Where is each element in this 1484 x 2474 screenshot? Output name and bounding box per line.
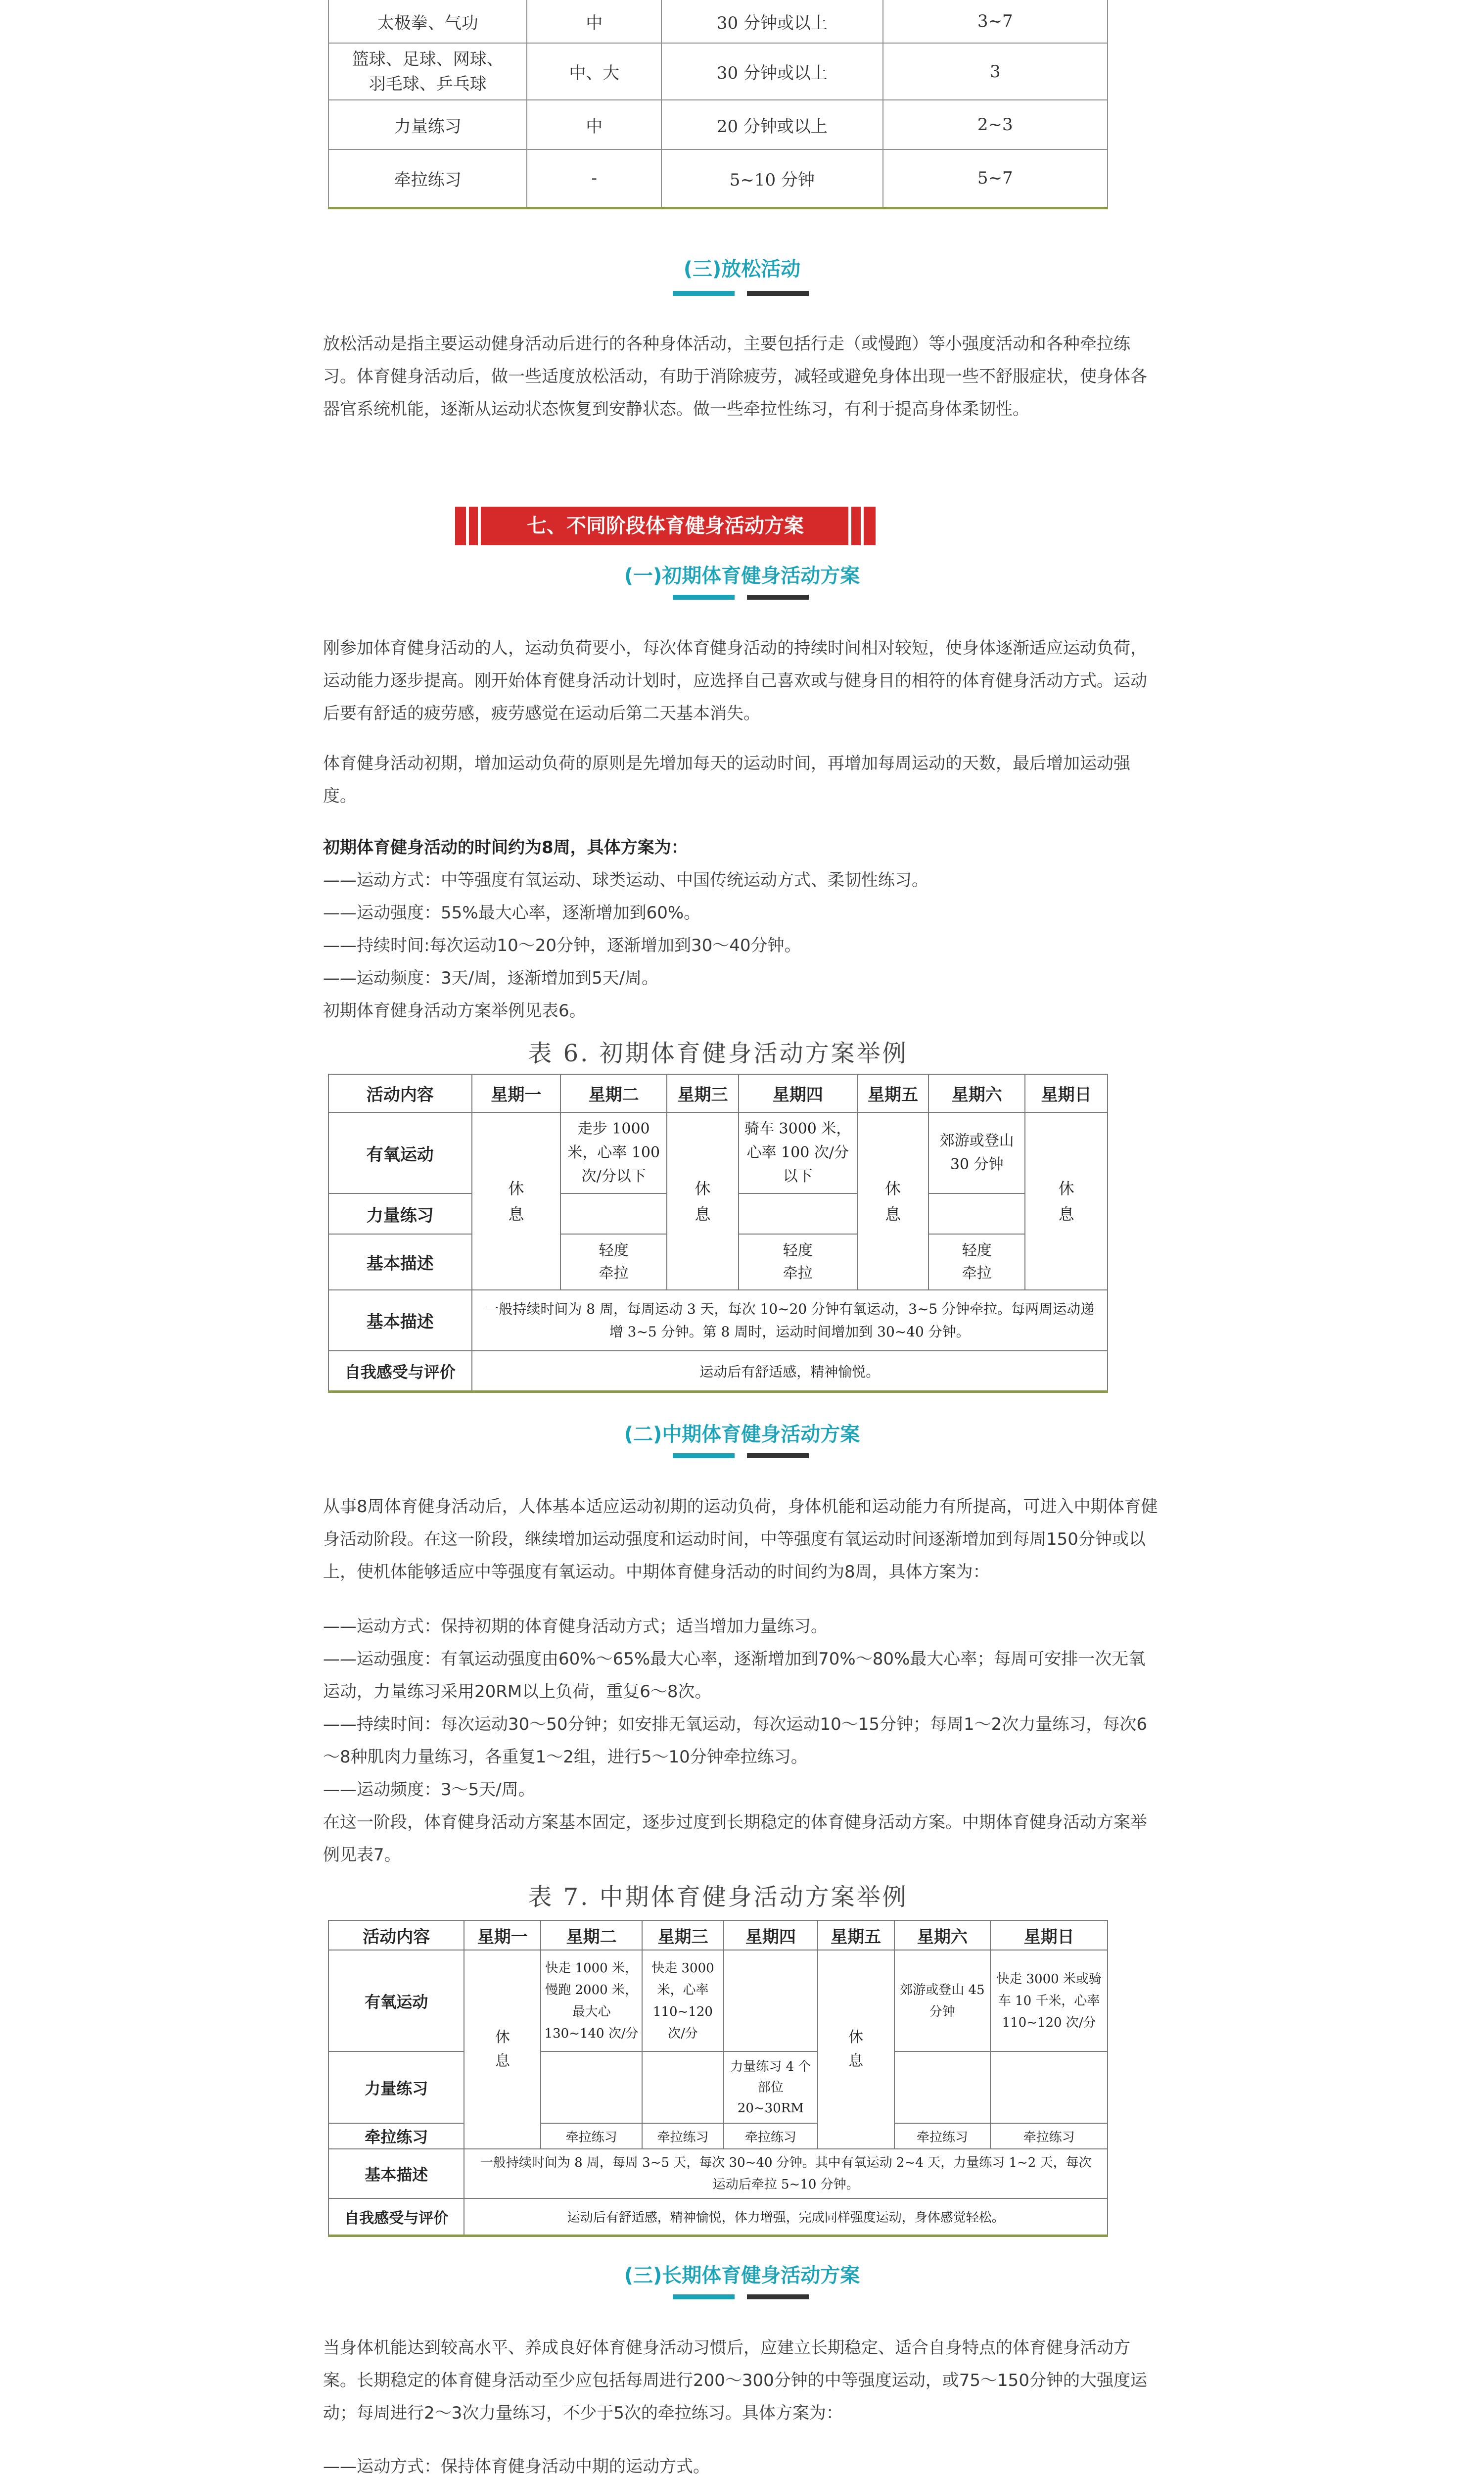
feeling-cell: 运动后有舒适感，精神愉悦。 [472, 1351, 1108, 1391]
table-row [328, 100, 1108, 149]
table-header: 星期五 [857, 1074, 929, 1112]
list-item: ——运动频度：3天/周，逐渐增加到5天/周。 [323, 968, 659, 988]
table-header-row [328, 1074, 1108, 1112]
rest-label: 休息 [1058, 1179, 1074, 1224]
table-cell: 力量练习 4 个部位 20~30RM [724, 2051, 818, 2123]
table-row [328, 1351, 1108, 1391]
section-title-long: (三)长期体育健身活动方案 [624, 2264, 860, 2287]
rest-label: 休息 [848, 2029, 864, 2070]
paragraph-bold: 初期体育健身活动的时间约为8周，具体方案为： [323, 838, 688, 857]
list-item: ——运动强度：55%最大心率，逐渐增加到60%。 [323, 903, 701, 923]
table-cell: 篮球、足球、网球、 羽毛球、乒乓球 [328, 43, 527, 100]
chapter-banner [455, 507, 876, 545]
table-cell: 3 [883, 43, 1108, 100]
list-item: ——运动方式：保持初期的体育健身活动方式；适当增加力量练习。 [323, 1617, 828, 1636]
title-underline-dark [747, 2294, 809, 2299]
table-header: 星期二 [560, 1074, 667, 1112]
section-title-initial: (一)初期体育健身活动方案 [624, 565, 860, 587]
row-label: 基本描述 [328, 1290, 472, 1351]
table-cell [560, 1234, 667, 1290]
paragraph: 从事8周体育健身活动后，人体基本适应运动初期的运动负荷，身体机能和运动能力有所提高，可进入中期体育健身活动阶段。在这一阶段，继续增加运动强度和运动时间，中等强度有氧运动时间逐渐增加到每周150分钟或以上，使机体能够适应中等强度有氧运动。中期体育健身活动的时间约为8周，具体方案为： [323, 1497, 1158, 1582]
paragraph: 体育健身活动初期，增加运动负荷的原则是先增加每天的运动时间，再增加每周运动的天数，最后增加运动强度。 [323, 754, 1130, 806]
paragraph: 刚参加体育健身活动的人，运动负荷要小，每次体育健身活动的持续时间相对较短，使身体逐渐适应运动负荷，运动能力逐步提高。刚开始体育健身活动计划时，应选择自己喜欢或与健身目的相符的体育健身活动方式。运动后要有舒适的疲劳感，疲劳感觉在运动后第二天基本消失。 [323, 638, 1147, 723]
table-row [328, 1112, 1108, 1193]
table-cell [642, 2051, 724, 2123]
title-underline-accent [673, 1453, 735, 1458]
table-cell [541, 2051, 642, 2123]
table-cell: 快走 1000 米，慢跑 2000 米，最大心 130~140 次/分 [541, 1950, 642, 2051]
rest-label: 休息 [695, 1179, 711, 1224]
list-item: ——持续时间：每次运动30～50分钟；如安排无氧运动，每次运动10～15分钟；每周1～2次力量练习，每次6～8种肌肉力量练习，各重复1～2组，进行5～10分钟牵拉练习。 [323, 1714, 1147, 1767]
table-header: 星期六 [928, 1074, 1025, 1112]
rest-cell [818, 1950, 894, 2149]
row-label: 牵拉练习 [328, 2123, 464, 2149]
table-cell: 2~3 [883, 100, 1108, 149]
row-label: 基本描述 [328, 1234, 472, 1290]
table-row [328, 1950, 1108, 2051]
stretch-label: 轻度牵拉 [783, 1241, 813, 1282]
table-cell: - [527, 149, 661, 208]
table-cell [560, 1193, 667, 1234]
banner-title: 七、不同阶段体育健身活动方案 [527, 515, 804, 537]
table-caption: 表 7. 中期体育健身活动方案举例 [528, 1883, 908, 1911]
table-cell: 牵拉练习 [541, 2123, 642, 2149]
list-item: 初期体育健身活动方案举例见表6。 [323, 1001, 586, 1021]
list-item: ——运动方式：中等强度有氧运动、球类运动、中国传统运动方式、柔韧性练习。 [323, 870, 928, 890]
table-cell: 3~7 [883, 0, 1108, 43]
table-cell: 走步 1000 米，心率 100 次/分以下 [560, 1112, 667, 1193]
rest-cell [1025, 1112, 1108, 1290]
row-label: 自我感受与评价 [328, 1351, 472, 1391]
table-row [328, 0, 1108, 43]
section-title-relax: (三)放松活动 [683, 258, 801, 281]
title-underline-accent [673, 291, 735, 296]
table-cell [990, 2051, 1108, 2123]
table-header: 星期五 [818, 1920, 894, 1950]
rest-cell [667, 1112, 739, 1290]
table-caption: 表 6. 初期体育健身活动方案举例 [528, 1040, 908, 1067]
table-cell: 快走 3000 米，心率 110~120 次/分 [642, 1950, 724, 2051]
table-cell: 牵拉练习 [990, 2123, 1108, 2149]
table-header: 活动内容 [328, 1920, 464, 1950]
table-6 [328, 1074, 1108, 1393]
table-row [328, 2149, 1108, 2198]
table-cell: 郊游或登山 30 分钟 [928, 1112, 1025, 1193]
rest-label: 休息 [508, 1179, 524, 1224]
table-row [328, 149, 1108, 208]
title-underline-dark [747, 595, 809, 600]
table-row [328, 1290, 1108, 1351]
table-header: 活动内容 [328, 1074, 472, 1112]
list-item: ——运动强度：有氧运动强度由60%～65%最大心率，逐渐增加到70%～80%最大心率；每周可安排一次无氧运动，力量练习采用20RM以上负荷，重复6～8次。 [323, 1649, 1146, 1702]
table-header: 星期三 [642, 1920, 724, 1950]
list-item: ——运动方式：保持体育健身活动中期的运动方式。 [323, 2457, 710, 2474]
table-cell: 5~10 分钟 [661, 149, 882, 208]
table-cell: 牵拉练习 [642, 2123, 724, 2149]
list-item: ——持续时间:每次运动10～20分钟，逐渐增加到30～40分钟。 [323, 936, 801, 955]
table-cell: 力量练习 [328, 100, 527, 149]
section-title-mid: (二)中期体育健身活动方案 [624, 1423, 860, 1446]
paragraph: 放松活动是指主要运动健身活动后进行的各种身体活动，主要包括行走（或慢跑）等小强度活动和各种牵拉练习。体育健身活动后，做一些适度放松活动，有助于消除疲劳，减轻或避免身体出现一些不舒服症状，使身体各器官系统机能，逐渐从运动状态恢复到安静状态。做一些牵拉性练习，有利于提高身体柔韧性。 [323, 334, 1147, 419]
row-label: 基本描述 [328, 2149, 464, 2198]
table-header: 星期四 [724, 1920, 818, 1950]
table-row [328, 2123, 1108, 2149]
table-cell: 郊游或登山 45 分钟 [894, 1950, 991, 2051]
table-row [328, 2051, 1108, 2123]
table-cell [739, 1193, 857, 1234]
stretch-label: 轻度牵拉 [962, 1241, 992, 1282]
title-underline-accent [673, 595, 735, 600]
table-cell: 太极拳、气功 [328, 0, 527, 43]
row-label: 力量练习 [328, 2051, 464, 2123]
rest-cell [857, 1112, 929, 1290]
title-underline-dark [747, 291, 809, 296]
description-cell: 一般持续时间为 8 周，每周 3~5 天，每次 30~40 分钟。其中有氧运动 2~4 天，力量练习 1~2 天，每次运动后牵拉 5~10 分钟。 [464, 2149, 1108, 2198]
table-cell: 5~7 [883, 149, 1108, 208]
row-label: 有氧运动 [328, 1950, 464, 2051]
table-header-row [328, 1920, 1108, 1950]
row-label: 力量练习 [328, 1193, 472, 1234]
table-header: 星期三 [667, 1074, 739, 1112]
row-label: 有氧运动 [328, 1112, 472, 1193]
description-cell: 一般持续时间为 8 周，每周运动 3 天，每次 10~20 分钟有氧运动，3~5 分钟牵拉。每两周运动递增 3~5 分钟。第 8 周时，运动时间增加到 30~40 分钟。 [472, 1290, 1108, 1351]
table-cell: 30 分钟或以上 [661, 43, 882, 100]
table-row [328, 2198, 1108, 2236]
table-cell [724, 1950, 818, 2051]
paragraph: 当身体机能达到较高水平、养成良好体育健身活动习惯后，应建立长期稳定、适合自身特点的体育健身活动方案。长期稳定的体育健身活动至少应包括每周进行200～300分钟的中等强度运动，或75～150分钟的大强度运动；每周进行2～3次力量练习，不少于5次的牵拉练习。具体方案为： [323, 2338, 1147, 2423]
table-cell: 20 分钟或以上 [661, 100, 882, 149]
paragraph: 在这一阶段，体育健身活动方案基本固定，逐步过度到长期稳定的体育健身活动方案。中期体育健身活动方案举例见表7。 [323, 1812, 1147, 1865]
table-header: 星期六 [894, 1920, 991, 1950]
rest-label: 休息 [495, 2029, 510, 2070]
table-cell: 中、大 [527, 43, 661, 100]
rest-cell [472, 1112, 561, 1290]
table-header: 星期一 [464, 1920, 541, 1950]
table-header: 星期日 [1025, 1074, 1108, 1112]
table-cell [928, 1234, 1025, 1290]
table-header: 星期日 [990, 1920, 1108, 1950]
table-cell: 牵拉练习 [724, 2123, 818, 2149]
stretch-label: 轻度牵拉 [599, 1241, 629, 1282]
table-header: 星期四 [739, 1074, 857, 1112]
table-cell: 牵拉练习 [328, 149, 527, 208]
row-label: 自我感受与评价 [328, 2198, 464, 2236]
table-cell: 牵拉练习 [894, 2123, 991, 2149]
table-cell: 中 [527, 100, 661, 149]
table-7 [328, 1920, 1108, 2237]
table-cell: 30 分钟或以上 [661, 0, 882, 43]
list-item: ——运动频度：3～5天/周。 [323, 1780, 535, 1800]
table-cell [894, 2051, 991, 2123]
table-cell: 中 [527, 0, 661, 43]
table-header: 星期二 [541, 1920, 642, 1950]
title-underline-dark [747, 1453, 809, 1458]
table-cell [739, 1234, 857, 1290]
title-underline-accent [673, 2294, 735, 2299]
rest-cell [464, 1950, 541, 2149]
table-cell: 快走 3000 米或骑车 10 千米，心率 110~120 次/分 [990, 1950, 1108, 2051]
exercise-table-top [328, 0, 1108, 209]
feeling-cell: 运动后有舒适感，精神愉悦，体力增强，完成同样强度运动，身体感觉轻松。 [464, 2198, 1108, 2236]
rest-label: 休息 [884, 1179, 901, 1224]
table-cell: 骑车 3000 米，心率 100 次/分以下 [739, 1112, 857, 1193]
table-row [328, 43, 1108, 100]
table-header: 星期一 [472, 1074, 561, 1112]
table-cell [928, 1193, 1025, 1234]
